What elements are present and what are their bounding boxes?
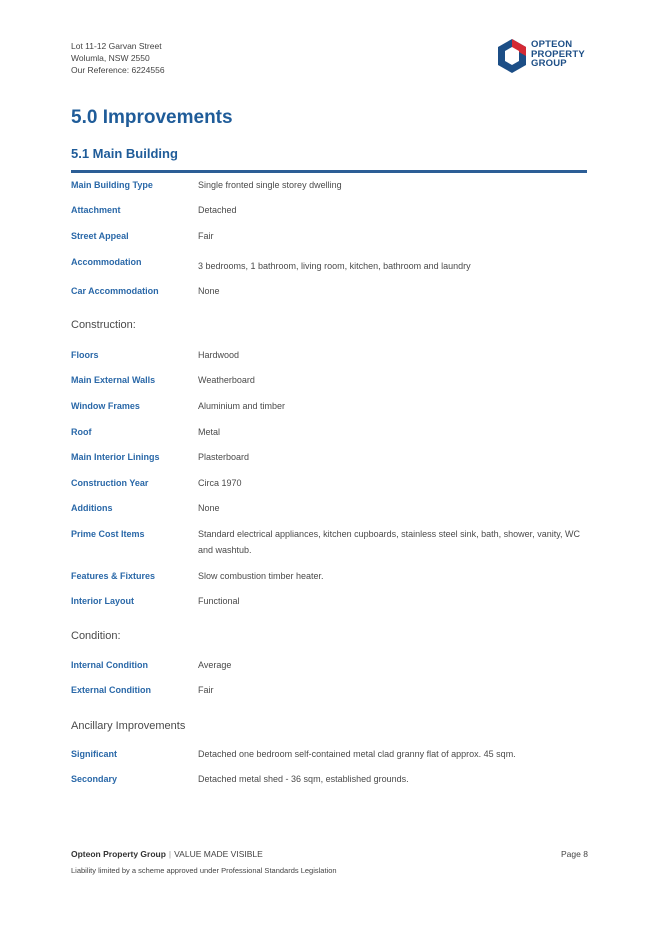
logo-line-1: OPTEON xyxy=(531,39,573,50)
detail-label: Construction Year xyxy=(71,478,149,488)
detail-value: Metal xyxy=(198,427,221,437)
ancillary-heading: Ancillary Improvements xyxy=(71,720,186,732)
detail-value: Standard electrical appliances, kitchen cupboards, stainless steel sink, bath, shower, vanity, WC and washtub. xyxy=(198,529,581,555)
detail-value: None xyxy=(198,286,220,296)
detail-label: Window Frames xyxy=(71,401,140,411)
detail-label: Internal Condition xyxy=(71,660,148,670)
detail-value: Fair xyxy=(198,685,214,695)
detail-value: Aluminium and timber xyxy=(198,401,286,411)
footer-branding xyxy=(71,849,263,859)
detail-value: 3 bedrooms, 1 bathroom, living room, kitchen, bathroom and laundry xyxy=(198,261,471,271)
address-line-2: Wolumla, NSW 2550 xyxy=(71,53,150,63)
footer-company: Opteon Property Group xyxy=(71,849,166,859)
detail-value: None xyxy=(198,503,220,513)
reference-number: Our Reference: 6224556 xyxy=(71,65,165,75)
detail-value: Fair xyxy=(198,231,214,241)
condition-heading: Condition: xyxy=(71,630,121,642)
page-number: Page 8 xyxy=(561,849,588,859)
detail-label: Car Accommodation xyxy=(71,286,159,296)
opteon-hexagon-logo-icon xyxy=(496,38,528,74)
detail-label: Main Building Type xyxy=(71,180,153,190)
detail-label: External Condition xyxy=(71,685,152,695)
detail-label: Secondary xyxy=(71,774,118,784)
company-logo xyxy=(496,38,596,74)
detail-label: Prime Cost Items xyxy=(71,529,145,539)
address-line-1: Lot 11-12 Garvan Street xyxy=(71,41,162,51)
detail-label: Main External Walls xyxy=(71,375,156,385)
detail-value: Weatherboard xyxy=(198,375,255,385)
detail-value: Circa 1970 xyxy=(198,478,242,488)
title-divider xyxy=(71,170,587,173)
logo-line-3: GROUP xyxy=(531,58,567,69)
header-address xyxy=(71,40,165,76)
subsection-title: 5.1 Main Building xyxy=(71,146,178,161)
detail-value: Functional xyxy=(198,596,240,606)
detail-label: Additions xyxy=(71,503,113,513)
detail-value: Detached xyxy=(198,205,237,215)
detail-label: Interior Layout xyxy=(71,596,135,606)
footer-separator: | xyxy=(168,849,172,859)
detail-label: Roof xyxy=(71,427,92,437)
footer-liability: Liability limited by a scheme approved under Professional Standards Legislation xyxy=(71,866,337,875)
detail-value: Detached one bedroom self-contained metal clad granny flat of approx. 45 sqm. xyxy=(198,749,516,759)
logo-line-2: PROPERTY xyxy=(531,48,585,60)
detail-value: Slow combustion timber heater. xyxy=(198,571,324,581)
construction-heading: Construction: xyxy=(71,319,136,331)
logo-wordmark xyxy=(531,40,585,69)
detail-label: Accommodation xyxy=(71,257,142,267)
detail-label: Street Appeal xyxy=(71,231,129,241)
detail-label: Attachment xyxy=(71,205,121,215)
detail-value: Single fronted single storey dwelling xyxy=(198,180,342,190)
detail-value: Average xyxy=(198,660,232,670)
detail-value: Detached metal shed - 36 sqm, established grounds. xyxy=(198,774,409,784)
detail-value: Hardwood xyxy=(198,350,240,360)
detail-value: Plasterboard xyxy=(198,452,250,462)
detail-label: Main Interior Linings xyxy=(71,452,160,462)
detail-label: Significant xyxy=(71,749,118,759)
detail-label: Features & Fixtures xyxy=(71,571,156,581)
detail-label: Floors xyxy=(71,350,99,360)
section-title: 5.0 Improvements xyxy=(71,107,233,128)
footer-tagline: VALUE MADE VISIBLE xyxy=(174,849,263,859)
